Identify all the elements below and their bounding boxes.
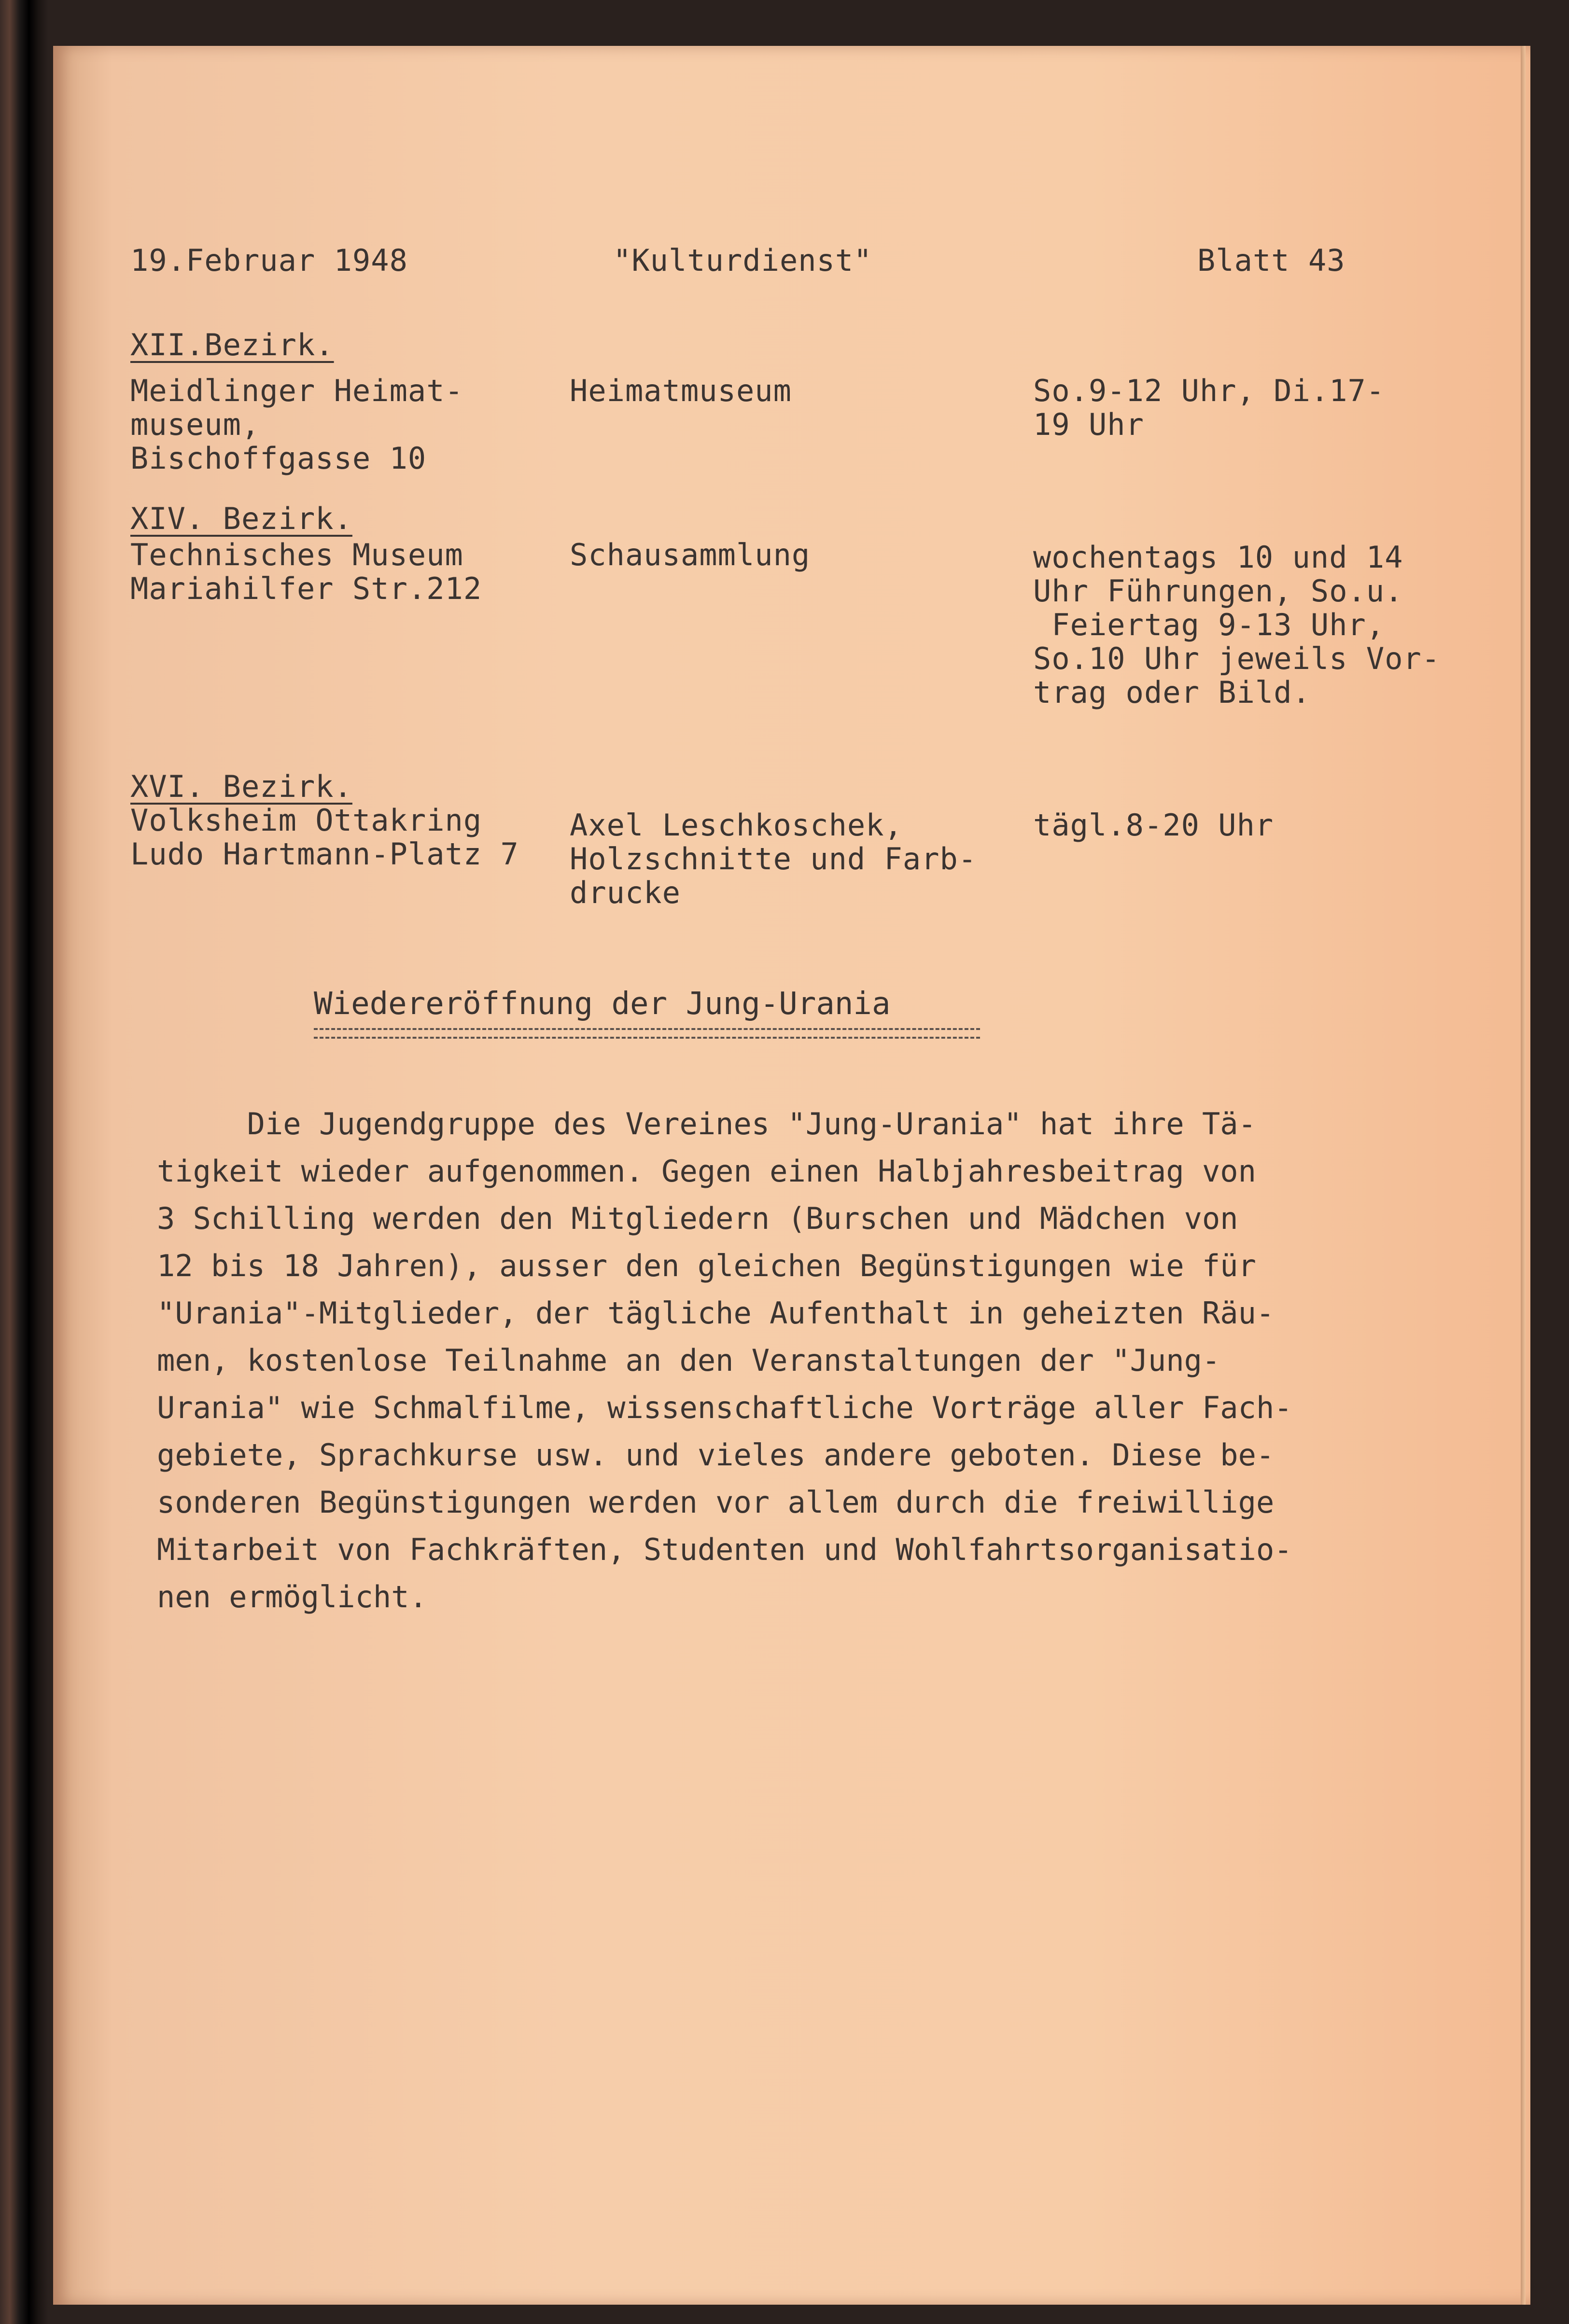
section-heading: Wiedereröffnung der Jung-Urania <box>314 986 891 1022</box>
page-edge <box>1521 46 1526 2305</box>
header-sheet-number: Blatt 43 <box>1197 243 1345 278</box>
location-line: Bischoffgasse 10 <box>130 441 427 476</box>
exhibit-line: Heimatmuseum <box>570 373 792 408</box>
location-line: Volksheim Ottakring <box>130 803 482 838</box>
location-line: Meidlinger Heimat- <box>130 373 463 408</box>
header-date: 19.Februar 1948 <box>130 243 408 278</box>
location-line: museum, <box>130 407 260 442</box>
hours-line: trag oder Bild. <box>1033 675 1311 710</box>
location-line: Mariahilfer Str.212 <box>130 571 482 606</box>
district-heading: XVI. Bezirk. <box>130 769 352 804</box>
hours-line: Feiertag 9-13 Uhr, <box>1033 607 1385 642</box>
paragraph-line: sonderen Begünstigungen werden vor allem durch die freiwillige <box>157 1485 1275 1520</box>
paragraph-line: Urania" wie Schmalfilme, wissenschaftliche Vorträge aller Fach- <box>157 1390 1292 1425</box>
exhibit-line: Axel Leschkoschek, <box>570 807 903 843</box>
paragraph-line: "Urania"-Mitglieder, der tägliche Aufenthalt in geheizten Räu- <box>157 1295 1275 1331</box>
exhibit-line: Holzschnitte und Farb- <box>570 841 977 877</box>
paragraph-line: Die Jugendgruppe des Vereines "Jung-Urania" hat ihre Tä- <box>157 1106 1256 1141</box>
hours-line: So.9-12 Uhr, Di.17- <box>1033 373 1385 408</box>
double-underline-divider <box>314 1028 980 1039</box>
document-page <box>53 46 1530 2305</box>
hours-line: So.10 Uhr jeweils Vor- <box>1033 641 1441 676</box>
paragraph-line: 3 Schilling werden den Mitgliedern (Burschen und Mädchen von <box>157 1201 1238 1236</box>
hours-line: wochentags 10 und 14 <box>1033 540 1403 575</box>
district-heading: XII.Bezirk. <box>130 327 334 362</box>
paragraph-line: tigkeit wieder aufgenommen. Gegen einen Halbjahresbeitrag von <box>157 1154 1256 1189</box>
paragraph-line: Mitarbeit von Fachkräften, Studenten und Wohlfahrtsorganisatio- <box>157 1532 1292 1567</box>
location-line: Ludo Hartmann-Platz 7 <box>130 836 519 872</box>
paragraph-line: gebiete, Sprachkurse usw. und vieles andere geboten. Diese be- <box>157 1437 1275 1473</box>
exhibit-line: drucke <box>570 875 681 910</box>
hours-line: Uhr Führungen, So.u. <box>1033 573 1403 609</box>
body-paragraph <box>157 1100 1499 1621</box>
district-heading: XIV. Bezirk. <box>130 501 352 536</box>
paragraph-line: 12 bis 18 Jahren), ausser den gleichen Begünstigungen wie für <box>157 1248 1256 1283</box>
hours-line: tägl.8-20 Uhr <box>1033 807 1274 843</box>
paragraph-line: men, kostenlose Teilnahme an den Veranstaltungen der "Jung- <box>157 1343 1220 1378</box>
location-line: Technisches Museum <box>130 537 463 572</box>
hours-line: 19 Uhr <box>1033 407 1144 442</box>
exhibit-line: Schausammlung <box>570 537 811 572</box>
paragraph-line: nen ermöglicht. <box>157 1579 427 1614</box>
header-title: "Kulturdienst" <box>613 243 872 278</box>
